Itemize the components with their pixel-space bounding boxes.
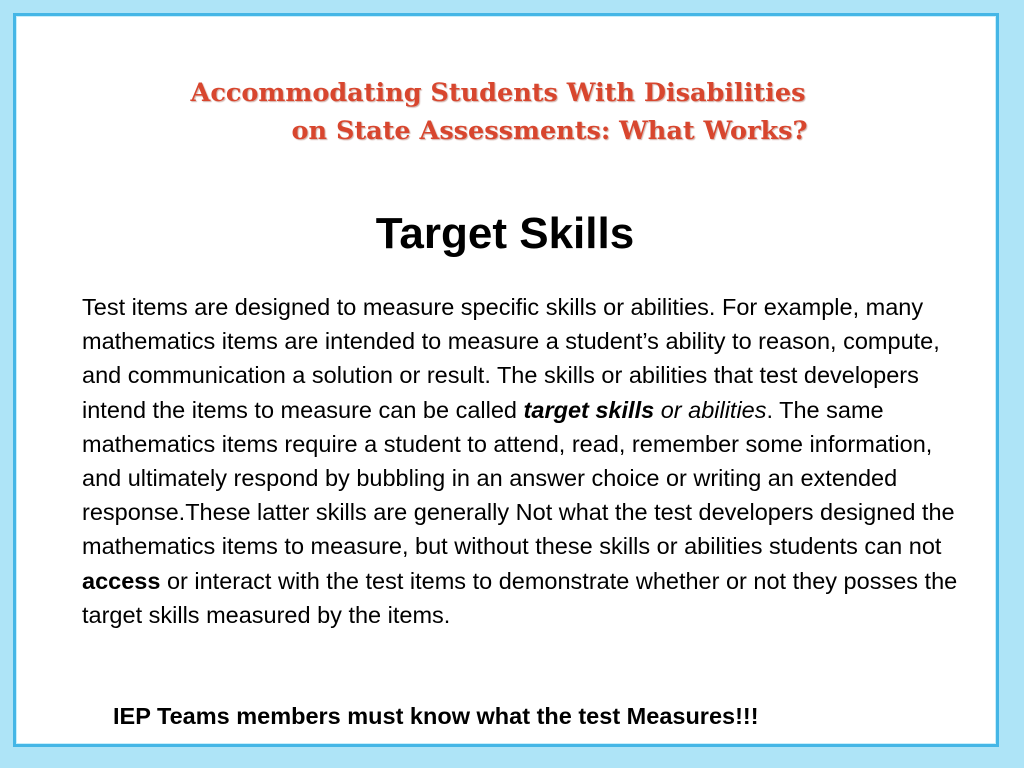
header-line-2: on State Assessments: What Works? — [291, 116, 808, 146]
or-abilities-emphasis: or abilities — [660, 396, 767, 423]
access-emphasis: access — [82, 567, 161, 594]
target-skills-emphasis: target skills — [523, 396, 655, 423]
slide-frame — [13, 13, 999, 747]
body-text-part-4: or interact with the test items to demonstrate whether or not they posses the target skills measured by the items. — [82, 567, 958, 628]
body-text-part-3: . The same mathematics items require a student to attend, read, remember some information, and ultimately respond by bubbling in an answer choice or writing an extended response.These latter skills are generally Not what the test developers designed the mathematics items to measure, but without these skills or abilities students can not — [82, 396, 955, 560]
slide-title: Target Skills — [375, 209, 635, 258]
body-paragraph — [82, 290, 977, 632]
slide-header-banner — [16, 74, 996, 150]
header-line-1: Accommodating Students With Disabilities — [190, 78, 806, 108]
body-text-part-1: Test items are designed to measure specific skills or abilities. For example, many mathematics items are intended to measure a student’s ability to reason, compute, and communication a solution or result. The skills or abilities that test developers intend the items to measure can be called — [82, 294, 940, 423]
closing-statement: IEP Teams members must know what the test Measures!!! — [113, 703, 759, 729]
